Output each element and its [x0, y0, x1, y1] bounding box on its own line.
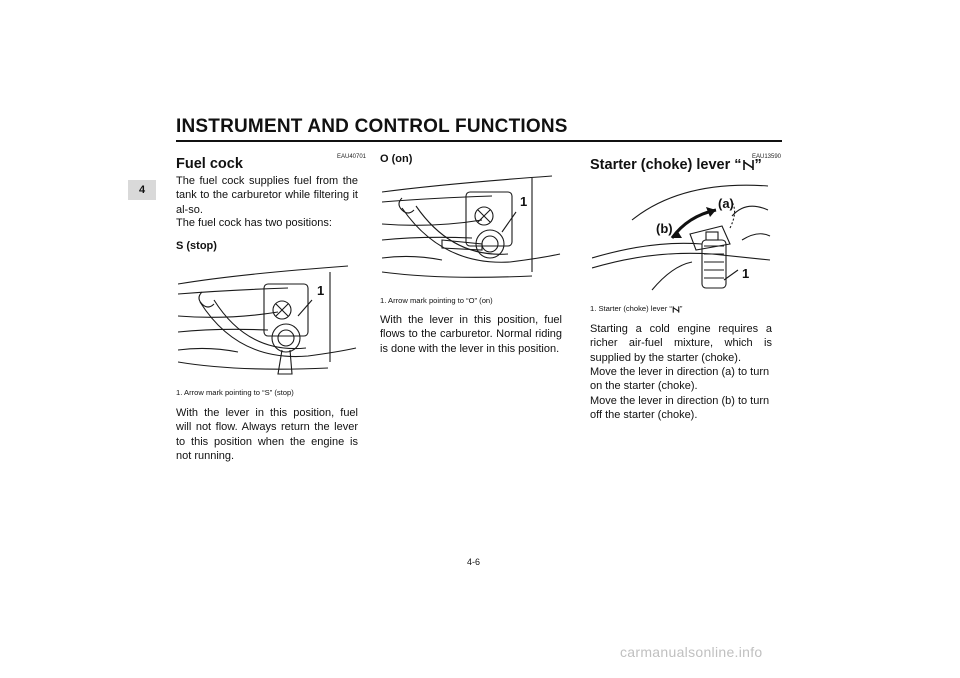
fuel-cock-positions: The fuel cock has two positions: [176, 217, 332, 229]
caption-text-suffix: ” [679, 304, 683, 313]
heading-text-prefix: Starter (choke) lever “ [590, 157, 742, 173]
figure-callout-1: 1 [317, 283, 325, 298]
header-rule [176, 140, 782, 142]
page-number: 4-6 [467, 557, 481, 567]
starter-off-instruction: Move the lever in direction (b) to turn off the starter (choke). [590, 395, 770, 422]
section-code-fuel-cock: EAU40701 [337, 154, 367, 160]
figure-callout-1: 1 [742, 266, 750, 281]
on-description: With the lever in this position, fuel flows to the carburetor. Normal riding is done with the lever in this position. [380, 314, 562, 355]
choke-symbol-icon [742, 158, 755, 172]
starter-lever-illustration [592, 180, 772, 298]
fuel-cock-stop-illustration [178, 262, 358, 382]
starter-on-instruction: Move the lever in direction (a) to turn on the starter (choke). [590, 366, 770, 393]
stop-description: With the lever in this position, fuel will not flow. Always return the lever to this position when the engine is not running. [176, 407, 358, 462]
section-code-starter: EAU13590 [752, 154, 782, 160]
heading-text-suffix: ” [754, 157, 762, 173]
section-heading-starter [590, 157, 762, 173]
figure-callout-a: (a) [718, 196, 734, 211]
subheading-on: O (on) [380, 153, 413, 165]
page-title: INSTRUMENT AND CONTROL FUNCTIONS [176, 116, 568, 137]
figure-callout-1: 1 [520, 194, 528, 209]
figure-fuel-cock-on [382, 172, 562, 292]
watermark: carmanualsonline.info [620, 644, 763, 660]
figure-starter-lever [592, 180, 772, 298]
starter-description: Starting a cold engine requires a richer air-fuel mixture, which is supplied by the starter (choke). [590, 323, 772, 364]
caption-text-prefix: 1. Starter (choke) lever “ [590, 304, 672, 313]
fuel-cock-intro: The fuel cock supplies fuel from the tank to the carburetor while filtering it al-so. [176, 175, 358, 216]
caption-on: 1. Arrow mark pointing to “O” (on) [380, 296, 493, 305]
subheading-stop: S (stop) [176, 240, 217, 252]
caption-starter [590, 304, 682, 314]
section-heading-fuel-cock: Fuel cock [176, 156, 243, 172]
choke-symbol-icon [672, 305, 680, 314]
chapter-tab: 4 [128, 180, 156, 200]
figure-fuel-cock-stop [178, 262, 358, 382]
caption-stop: 1. Arrow mark pointing to “S” (stop) [176, 388, 294, 397]
figure-callout-b: (b) [656, 221, 673, 236]
fuel-cock-on-illustration [382, 172, 562, 292]
